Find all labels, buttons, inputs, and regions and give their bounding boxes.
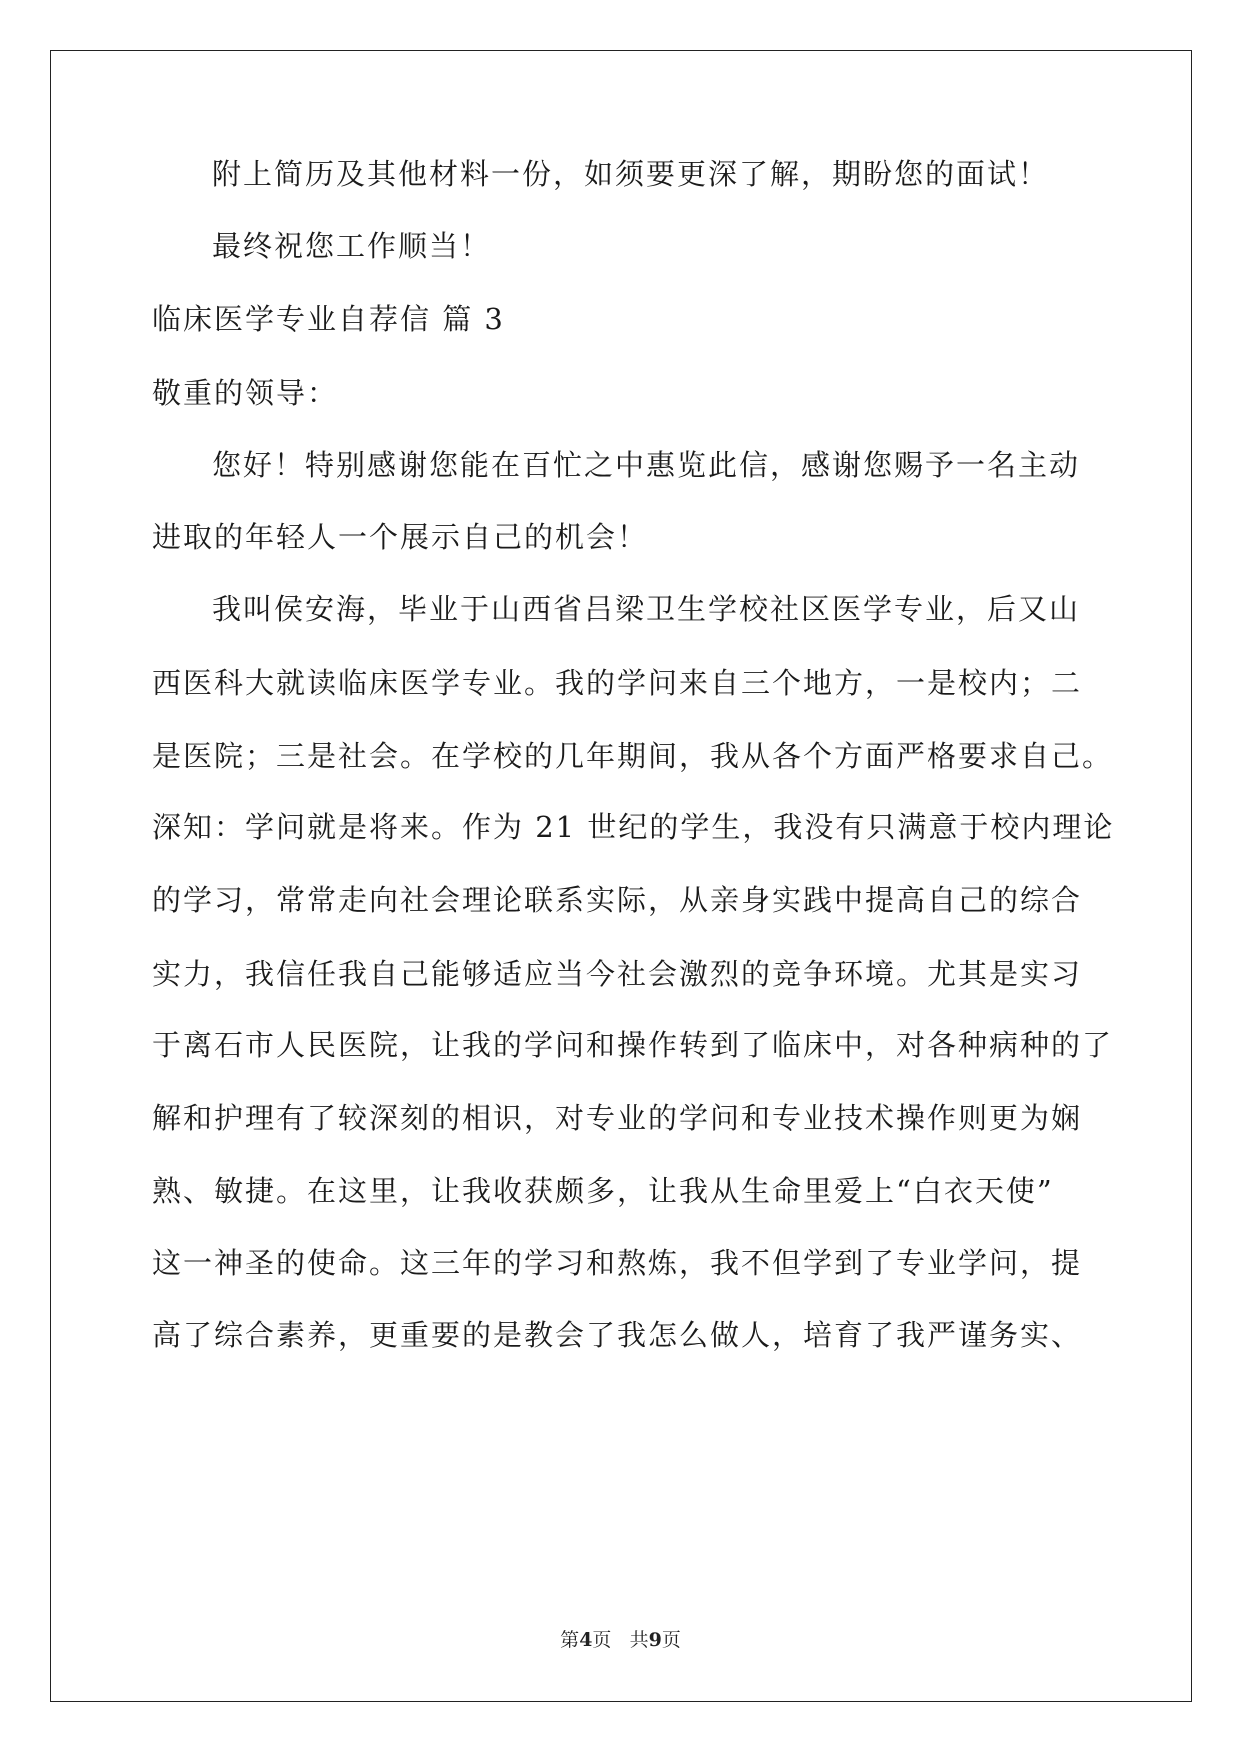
section-heading: 临床医学专业自荐信 篇 3 xyxy=(152,302,505,336)
paragraph-line: 是医院；三是社会。在学校的几年期间，我从各个方面严格要求自己。 xyxy=(152,739,1114,773)
page-footer xyxy=(0,1631,1241,1650)
total-suffix: 页 xyxy=(661,1629,681,1651)
paragraph-line: 西医科大就读临床医学专业。我的学问来自三个地方，一是校内；二 xyxy=(152,666,1083,700)
page-suffix: 页 xyxy=(592,1629,612,1651)
total-prefix: 共 xyxy=(629,1629,649,1651)
paragraph-line: 我叫侯安海，毕业于山西省吕梁卫生学校社区医学专业，后又山 xyxy=(212,592,1081,626)
paragraph-line: 进取的年轻人一个展示自己的机会！ xyxy=(152,520,649,554)
page-prefix: 第 xyxy=(560,1629,580,1651)
page-number: 4 xyxy=(579,1629,593,1651)
paragraph-line: 于离石市人民医院，让我的学问和操作转到了临床中，对各种病种的了 xyxy=(152,1028,1114,1062)
paragraph-line: 附上简历及其他材料一份，如须要更深了解，期盼您的面试！ xyxy=(212,157,1050,191)
paragraph-line: 这一神圣的使命。这三年的学习和熬炼，我不但学到了专业学问，提 xyxy=(152,1246,1083,1280)
total-pages: 9 xyxy=(648,1629,662,1651)
paragraph-line: 高了综合素养，更重要的是教会了我怎么做人，培育了我严谨务实、 xyxy=(152,1318,1083,1352)
paragraph-line: 实力，我信任我自己能够适应当今社会激烈的竞争环境。尤其是实习 xyxy=(152,957,1083,991)
paragraph-line: 解和护理有了较深刻的相识，对专业的学问和专业技术操作则更为娴 xyxy=(152,1101,1083,1135)
paragraph-line: 的学习，常常走向社会理论联系实际，从亲身实践中提高自己的综合 xyxy=(152,883,1083,917)
paragraph-line: 熟、敏捷。在这里，让我收获颇多，让我从生命里爱上“白衣天使” xyxy=(152,1174,1054,1208)
paragraph-line: 最终祝您工作顺当！ xyxy=(212,229,492,263)
paragraph-line: 深知：学问就是将来。作为 21 世纪的学生，我没有只满意于校内理论 xyxy=(152,810,1115,844)
paragraph-line: 您好！特别感谢您能在百忙之中惠览此信，感谢您赐予一名主动 xyxy=(212,448,1081,482)
page-border xyxy=(50,50,1192,1702)
salutation: 敬重的领导： xyxy=(152,376,339,410)
